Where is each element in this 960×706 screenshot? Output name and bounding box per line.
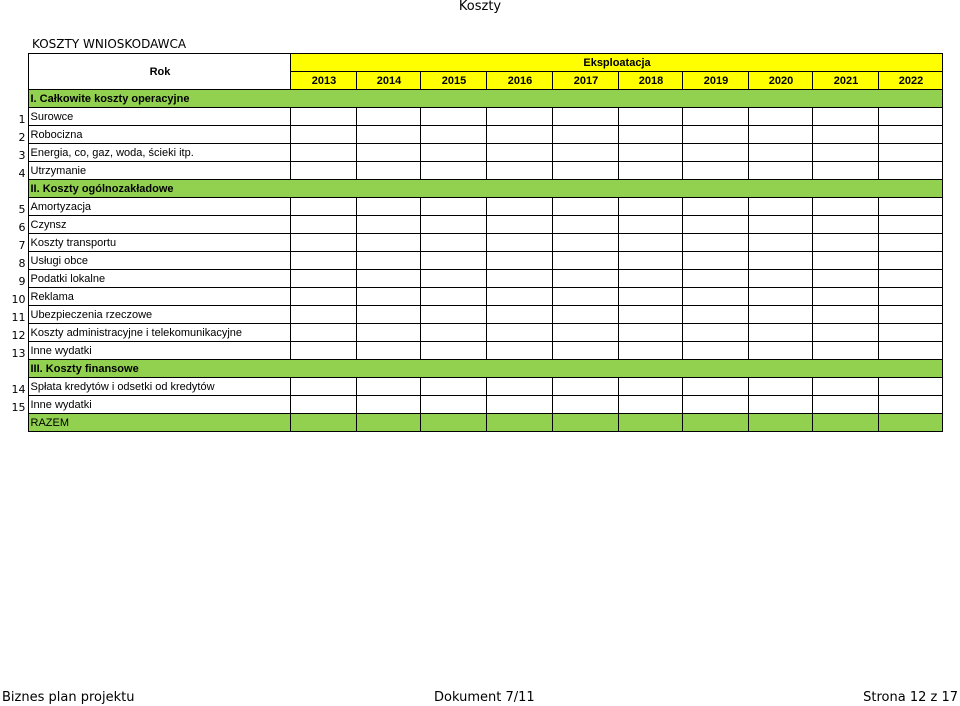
value-cell[interactable]	[812, 126, 878, 144]
table-header-row-1	[6, 54, 942, 72]
value-cell[interactable]	[812, 162, 878, 180]
row-number	[6, 90, 28, 108]
value-cell[interactable]	[618, 144, 682, 162]
value-cell[interactable]	[812, 252, 878, 270]
table-row	[6, 288, 942, 306]
value-cell[interactable]	[682, 414, 748, 432]
year-header-2020: 2020	[748, 72, 812, 90]
row-number: 2	[18, 130, 26, 144]
footer-center: Dokument 7/11	[434, 690, 535, 705]
value-cell[interactable]	[420, 324, 486, 342]
value-cell[interactable]	[682, 234, 748, 252]
value-cell[interactable]	[486, 288, 552, 306]
row-number	[6, 414, 28, 432]
value-cell[interactable]	[618, 216, 682, 234]
value-cell[interactable]	[486, 396, 552, 414]
value-cell[interactable]	[552, 288, 618, 306]
value-cell[interactable]	[290, 378, 356, 396]
value-cell[interactable]	[878, 396, 942, 414]
value-cell[interactable]	[552, 324, 618, 342]
value-cell[interactable]	[420, 396, 486, 414]
value-cell[interactable]	[486, 414, 552, 432]
cost-table-body	[6, 54, 942, 432]
value-cell[interactable]	[748, 144, 812, 162]
value-cell[interactable]	[748, 252, 812, 270]
value-cell[interactable]	[748, 306, 812, 324]
total-label: RAZEM	[28, 414, 290, 432]
row-number	[6, 360, 28, 378]
value-cell[interactable]	[290, 306, 356, 324]
year-header-2013: 2013	[290, 72, 356, 90]
value-cell[interactable]	[486, 324, 552, 342]
value-cell[interactable]	[682, 144, 748, 162]
gap-cell	[6, 54, 28, 72]
table-row	[6, 414, 942, 432]
value-cell[interactable]	[552, 216, 618, 234]
value-cell[interactable]	[812, 216, 878, 234]
row-number: 4	[18, 166, 26, 180]
value-cell[interactable]	[356, 252, 420, 270]
value-cell[interactable]	[552, 108, 618, 126]
value-cell[interactable]	[486, 162, 552, 180]
row-label: Inne wydatki	[28, 342, 290, 360]
value-cell[interactable]	[290, 270, 356, 288]
value-cell[interactable]	[290, 162, 356, 180]
value-cell[interactable]	[618, 306, 682, 324]
value-cell[interactable]	[878, 270, 942, 288]
row-label: Robocizna	[28, 126, 290, 144]
value-cell[interactable]	[486, 216, 552, 234]
value-cell[interactable]	[812, 144, 878, 162]
value-cell[interactable]	[290, 234, 356, 252]
section-label: I. Całkowite koszty operacyjne	[28, 90, 942, 108]
value-cell[interactable]	[486, 234, 552, 252]
value-cell[interactable]	[552, 396, 618, 414]
value-cell[interactable]	[618, 414, 682, 432]
value-cell[interactable]	[618, 324, 682, 342]
value-cell[interactable]	[552, 198, 618, 216]
table-row	[6, 234, 942, 252]
row-number: 14	[11, 382, 26, 396]
value-cell[interactable]	[878, 126, 942, 144]
value-cell[interactable]	[682, 342, 748, 360]
value-cell[interactable]	[420, 252, 486, 270]
value-cell[interactable]	[682, 270, 748, 288]
value-cell[interactable]	[748, 126, 812, 144]
value-cell[interactable]	[812, 378, 878, 396]
row-number: 6	[18, 220, 26, 234]
table-row	[6, 306, 942, 324]
value-cell[interactable]	[618, 234, 682, 252]
value-cell[interactable]	[356, 108, 420, 126]
value-cell[interactable]	[552, 342, 618, 360]
row-label: Reklama	[28, 288, 290, 306]
row-label: Energia, co, gaz, woda, ścieki itp.	[28, 144, 290, 162]
value-cell[interactable]	[618, 108, 682, 126]
value-cell[interactable]	[356, 342, 420, 360]
value-cell[interactable]	[812, 396, 878, 414]
value-cell[interactable]	[618, 342, 682, 360]
value-cell[interactable]	[552, 306, 618, 324]
value-cell[interactable]	[486, 270, 552, 288]
value-cell[interactable]	[748, 342, 812, 360]
value-cell[interactable]	[420, 342, 486, 360]
year-header-2019: 2019	[682, 72, 748, 90]
value-cell[interactable]	[356, 288, 420, 306]
value-cell[interactable]	[356, 198, 420, 216]
value-cell[interactable]	[290, 342, 356, 360]
value-cell[interactable]	[618, 270, 682, 288]
value-cell[interactable]	[682, 216, 748, 234]
value-cell[interactable]	[812, 306, 878, 324]
table-row	[6, 162, 942, 180]
value-cell[interactable]	[290, 288, 356, 306]
year-header-2016: 2016	[486, 72, 552, 90]
table-row	[6, 324, 942, 342]
value-cell[interactable]	[682, 252, 748, 270]
row-number: 9	[18, 274, 26, 288]
value-cell[interactable]	[420, 378, 486, 396]
value-cell[interactable]	[420, 144, 486, 162]
value-cell[interactable]	[682, 396, 748, 414]
value-cell[interactable]	[290, 216, 356, 234]
value-cell[interactable]	[812, 324, 878, 342]
value-cell[interactable]	[748, 414, 812, 432]
value-cell[interactable]	[618, 288, 682, 306]
table-row	[6, 198, 942, 216]
value-cell[interactable]	[420, 162, 486, 180]
value-cell[interactable]	[486, 108, 552, 126]
row-label: Surowce	[28, 108, 290, 126]
year-header-2015: 2015	[420, 72, 486, 90]
value-cell[interactable]	[812, 108, 878, 126]
table-row	[6, 270, 942, 288]
table-row	[6, 216, 942, 234]
value-cell[interactable]	[420, 414, 486, 432]
value-cell[interactable]	[748, 270, 812, 288]
value-cell[interactable]	[420, 216, 486, 234]
value-cell[interactable]	[682, 108, 748, 126]
value-cell[interactable]	[290, 108, 356, 126]
value-cell[interactable]	[748, 234, 812, 252]
value-cell[interactable]	[356, 396, 420, 414]
value-cell[interactable]	[486, 126, 552, 144]
value-cell[interactable]	[420, 306, 486, 324]
value-cell[interactable]	[682, 378, 748, 396]
value-cell[interactable]	[420, 270, 486, 288]
row-label: Podatki lokalne	[28, 270, 290, 288]
row-label: Utrzymanie	[28, 162, 290, 180]
value-cell[interactable]	[878, 342, 942, 360]
row-label: Koszty administracyjne i telekomunikacyjne	[28, 324, 290, 342]
value-cell[interactable]	[878, 108, 942, 126]
year-header-2022: 2022	[878, 72, 942, 90]
value-cell[interactable]	[420, 288, 486, 306]
value-cell[interactable]	[878, 306, 942, 324]
value-cell[interactable]	[420, 108, 486, 126]
value-cell[interactable]	[748, 198, 812, 216]
rok-header: Rok	[28, 54, 290, 90]
value-cell[interactable]	[748, 396, 812, 414]
value-cell[interactable]	[486, 198, 552, 216]
value-cell[interactable]	[552, 414, 618, 432]
value-cell[interactable]	[878, 324, 942, 342]
value-cell[interactable]	[290, 414, 356, 432]
value-cell[interactable]	[682, 288, 748, 306]
row-number	[6, 180, 28, 198]
table-row	[6, 180, 942, 198]
section-label: II. Koszty ogólnozakładowe	[28, 180, 942, 198]
value-cell[interactable]	[356, 144, 420, 162]
row-number: 13	[11, 346, 26, 360]
value-cell[interactable]	[356, 378, 420, 396]
value-cell[interactable]	[486, 378, 552, 396]
value-cell[interactable]	[618, 396, 682, 414]
table-row	[6, 396, 942, 414]
year-header-2018: 2018	[618, 72, 682, 90]
value-cell[interactable]	[420, 126, 486, 144]
section-label: III. Koszty finansowe	[28, 360, 942, 378]
row-number: 11	[11, 310, 26, 324]
table-row	[6, 252, 942, 270]
value-cell[interactable]	[356, 216, 420, 234]
row-number: 8	[18, 256, 26, 270]
value-cell[interactable]	[552, 144, 618, 162]
value-cell[interactable]	[878, 234, 942, 252]
value-cell[interactable]	[486, 342, 552, 360]
value-cell[interactable]	[682, 126, 748, 144]
value-cell[interactable]	[878, 252, 942, 270]
row-number: 3	[18, 148, 26, 162]
value-cell[interactable]	[552, 126, 618, 144]
value-cell[interactable]	[812, 198, 878, 216]
table-row	[6, 360, 942, 378]
footer-left: Biznes plan projektu	[2, 690, 135, 705]
table-row	[6, 378, 942, 396]
table-row	[6, 126, 942, 144]
value-cell[interactable]	[356, 306, 420, 324]
value-cell[interactable]	[878, 288, 942, 306]
value-cell[interactable]	[290, 198, 356, 216]
value-cell[interactable]	[618, 162, 682, 180]
value-cell[interactable]	[552, 252, 618, 270]
row-label: Koszty transportu	[28, 234, 290, 252]
value-cell[interactable]	[682, 198, 748, 216]
year-header-2014: 2014	[356, 72, 420, 90]
value-cell[interactable]	[618, 126, 682, 144]
value-cell[interactable]	[812, 288, 878, 306]
value-cell[interactable]	[290, 324, 356, 342]
value-cell[interactable]	[356, 324, 420, 342]
value-cell[interactable]	[552, 270, 618, 288]
value-cell[interactable]	[682, 162, 748, 180]
eksploatacja-header: Eksploatacja	[290, 54, 942, 72]
value-cell[interactable]	[420, 198, 486, 216]
value-cell[interactable]	[878, 198, 942, 216]
value-cell[interactable]	[486, 306, 552, 324]
value-cell[interactable]	[618, 378, 682, 396]
value-cell[interactable]	[878, 414, 942, 432]
row-number: 12	[11, 328, 26, 342]
row-number: 5	[18, 202, 26, 216]
year-header-2021: 2021	[812, 72, 878, 90]
table-row	[6, 144, 942, 162]
value-cell[interactable]	[356, 126, 420, 144]
table-row	[6, 108, 942, 126]
value-cell[interactable]	[356, 162, 420, 180]
sheet-header: Koszty	[458, 0, 502, 14]
value-cell[interactable]	[356, 414, 420, 432]
value-cell[interactable]	[290, 126, 356, 144]
value-cell[interactable]	[290, 396, 356, 414]
value-cell[interactable]	[552, 378, 618, 396]
year-header-2017: 2017	[552, 72, 618, 90]
value-cell[interactable]	[878, 378, 942, 396]
value-cell[interactable]	[748, 216, 812, 234]
value-cell[interactable]	[812, 270, 878, 288]
value-cell[interactable]	[552, 234, 618, 252]
row-label: Amortyzacja	[28, 198, 290, 216]
value-cell[interactable]	[682, 306, 748, 324]
footer-right: Strona 12 z 17	[863, 690, 958, 705]
table-row	[6, 342, 942, 360]
sheet-title: KOSZTY WNIOSKODAWCA	[32, 37, 187, 51]
row-label: Inne wydatki	[28, 396, 290, 414]
value-cell[interactable]	[290, 252, 356, 270]
value-cell[interactable]	[812, 342, 878, 360]
row-number: 10	[11, 292, 26, 306]
row-number: 15	[11, 400, 26, 414]
value-cell[interactable]	[748, 324, 812, 342]
value-cell[interactable]	[618, 252, 682, 270]
value-cell[interactable]	[878, 162, 942, 180]
value-cell[interactable]	[486, 144, 552, 162]
row-label: Usługi obce	[28, 252, 290, 270]
value-cell[interactable]	[682, 324, 748, 342]
value-cell[interactable]	[356, 234, 420, 252]
row-number: 1	[18, 112, 26, 126]
row-number: 7	[18, 238, 26, 252]
value-cell[interactable]	[878, 216, 942, 234]
row-label: Czynsz	[28, 216, 290, 234]
value-cell[interactable]	[420, 234, 486, 252]
table-row	[6, 90, 942, 108]
value-cell[interactable]	[552, 162, 618, 180]
value-cell[interactable]	[486, 252, 552, 270]
cost-table	[6, 53, 943, 432]
row-label: Spłata kredytów i odsetki od kredytów	[28, 378, 290, 396]
value-cell[interactable]	[290, 144, 356, 162]
value-cell[interactable]	[812, 414, 878, 432]
value-cell[interactable]	[356, 270, 420, 288]
value-cell[interactable]	[748, 288, 812, 306]
value-cell[interactable]	[748, 108, 812, 126]
row-label: Ubezpieczenia rzeczowe	[28, 306, 290, 324]
value-cell[interactable]	[618, 198, 682, 216]
value-cell[interactable]	[812, 234, 878, 252]
value-cell[interactable]	[748, 378, 812, 396]
value-cell[interactable]	[748, 162, 812, 180]
value-cell[interactable]	[878, 144, 942, 162]
gap-cell	[6, 72, 28, 90]
